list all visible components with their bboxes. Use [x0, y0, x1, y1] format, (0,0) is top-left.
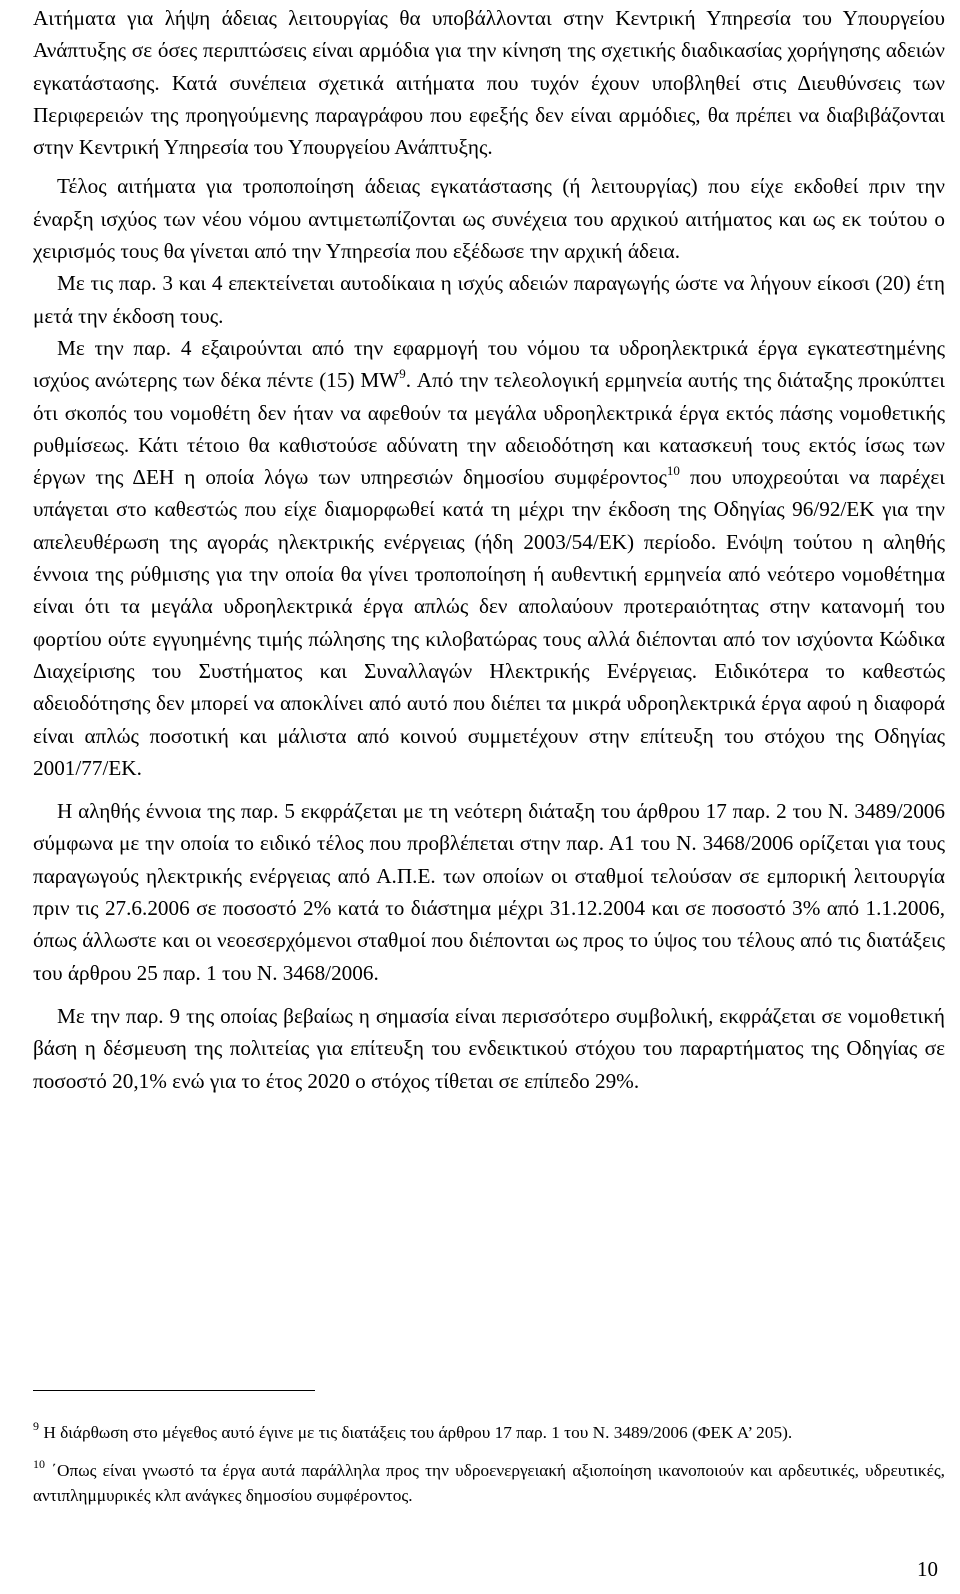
footnote-9-mark: 9	[33, 1419, 39, 1433]
footnote-10	[33, 1458, 945, 1508]
paragraph-4-text-b: . Από την τελεολογική ερμηνεία αυτής της διάταξης προκύπτει ότι σκοπός του νομοθέτη δεν ήταν να αφεθούν τα μεγάλα υδροηλεκτρικά έργα εκτός πάσης νομοθετικής ρυθμίσεως. Κάτι τέτοιο θα καθιστούσε αδύνατη την αδειοδότηση και κατασκευή τους εκτός ίσως των έργων της ΔΕΗ η οποία λόγω των υπηρεσιών δημοσίου συμφέροντος	[33, 368, 945, 490]
footnotes-section	[33, 1390, 945, 1508]
footnote-ref-9[interactable]: 9	[399, 366, 406, 382]
paragraph-6	[33, 1000, 945, 1097]
paragraph-1	[33, 2, 945, 163]
paragraph-2	[33, 170, 945, 267]
paragraph-1-text: Αιτήματα για λήψη άδειας λειτουργίας θα υποβάλλονται στην Κεντρική Υπηρεσία του Υπουργείου Ανάπτυξης σε όσες περιπτώσεις είναι αρμόδια για την κίνηση της σχετικής διαδικασίας χορήγησης αδειών εγκατάστασης. Κατά συνέπεια σχετικά αιτήματα που τυχόν έχουν υποβληθεί στις Διευθύνσεις των Περιφερειών της προηγούμενης παραγράφου που εφεξής δεν είναι αρμόδιες, θα πρέπει να διαβιβάζονται στην Κεντρική Υπηρεσία του Υπουργείου Ανάπτυξης.	[33, 6, 945, 160]
paragraph-4-text-a: Με την παρ. 4 εξαιρούνται από την εφαρμογή του νόμου τα υδροηλεκτρικά έργα εγκατεστημένης ισχύος ανώτερης των δέκα πέντε (15) MW	[33, 335, 945, 393]
paragraph-2-text: Τέλος αιτήματα για τροποποίηση άδειας εγκατάστασης (ή λειτουργίας) που είχε εκδοθεί πριν την έναρξη ισχύος των νέου νόμου αντιμετωπίζονται ως συνέχεια του αρχικού αιτήματος και ως εκ τούτου ο χειρισμός τους θα γίνεται από την Υπηρεσία που εξέδωσε την αρχική άδεια.	[33, 174, 945, 264]
document-body	[33, 2, 945, 1097]
paragraph-3	[33, 267, 945, 332]
footnote-ref-10[interactable]: 10	[666, 463, 680, 479]
page-number: 10	[917, 1557, 938, 1581]
paragraph-4	[33, 332, 945, 784]
footnote-9-text: Η διάρθωση στο μέγεθος αυτό έγινε με τις διατάξεις του άρθρου 17 παρ. 1 του Ν. 3489/2006 (ΦΕΚ Α’ 205).	[39, 1423, 793, 1442]
paragraph-3-text: Με τις παρ. 3 και 4 επεκτείνεται αυτοδίκαια η ισχύς αδειών παραγωγής ώστε να λήγουν είκοσι (20) έτη μετά την έκδοση τους.	[33, 271, 945, 328]
footnote-10-mark: 10	[33, 1457, 45, 1471]
paragraph-4-text-c: που υποχρεούται να παρέχει υπάγεται στο καθεστώς που είχε διαμορφωθεί κατά τη μέχρι την έκδοση της Οδηγίας 96/92/ΕΚ για την απελευθέρωση της αγοράς ηλεκτρικής ενέργειας (ήδη 2003/54/ΕΚ) περίοδο. Ενόψη τούτου η αληθής έννοια της ρύθμισης για την οποία θα γίνει τροποποίηση ή αυθεντική ερμηνεία από νεότερο νομοθέτημα είναι ότι τα μεγάλα υδροηλεκτρικά έργα απλώς δεν απολαύουν προτεραιότητας στην κατανομή του φορτίου ούτε εγγυημένης τιμής πώλησης της κιλοβατώρας τους αλλά διέπονται από τον ισχύοντα Κώδικα Διαχείρισης του Συστήματος και Συναλλαγών Ηλεκτρικής Ενέργειας. Ειδικότερα το καθεστώς αδειοδότησης δεν μπορεί να αποκλίνει από αυτό που διέπει τα μικρά υδροηλεκτρικά έργα αφού η διαφορά είναι απλώς ποσοτική και μάλιστα από κοινού συμμετέχουν στην επίτευξη του στόχου της Οδηγίας 2001/77/ΕΚ.	[33, 465, 945, 780]
footnote-10-text: ΄Οπως είναι γνωστό τα έργα αυτά παράλληλα προς την υδροενεργειακή αξιοποίηση ικανοποιούν και αρδευτικές, υδρευτικές, αντιπλημμυρικές κλπ ανάγκες δημοσίου συμφέροντος.	[33, 1461, 945, 1505]
footnote-9	[33, 1420, 945, 1445]
footnote-separator	[33, 1390, 315, 1391]
paragraph-5-text: Η αληθής έννοια της παρ. 5 εκφράζεται με τη νεότερη διάταξη του άρθρου 17 παρ. 2 του Ν. 3489/2006 σύμφωνα με την οποία το ειδικό τέλος που προβλέπεται στην παρ. Α1 του Ν. 3468/2006 ορίζεται για τους παραγωγούς ηλεκτρικής ενέργειας από Α.Π.Ε. των οποίων οι σταθμοί τελούσαν σε εμπορική λειτουργία πριν τις 27.6.2006 σε ποσοστό 2% κατά το διάστημα μέχρι 31.12.2004 και σε ποσοστό 3% από 1.1.2006, όπως άλλωστε και οι νεοεσερχόμενοι σταθμοί που διέπονται ως προς το ύψος του τέλους από τις διατάξεις του άρθρου 25 παρ. 1 του Ν. 3468/2006.	[33, 799, 945, 985]
paragraph-5	[33, 795, 945, 989]
paragraph-6-text: Με την παρ. 9 της οποίας βεβαίως η σημασία είναι περισσότερο συμβολική, εκφράζεται σε νομοθετική βάση η δέσμευση της πολιτείας για επίτευξη του ενδεικτικού στόχου του παραρτήματος της Οδηγίας σε ποσοστό 20,1% ενώ για το έτος 2020 ο στόχος τίθεται σε επίπεδο 29%.	[33, 1003, 945, 1093]
